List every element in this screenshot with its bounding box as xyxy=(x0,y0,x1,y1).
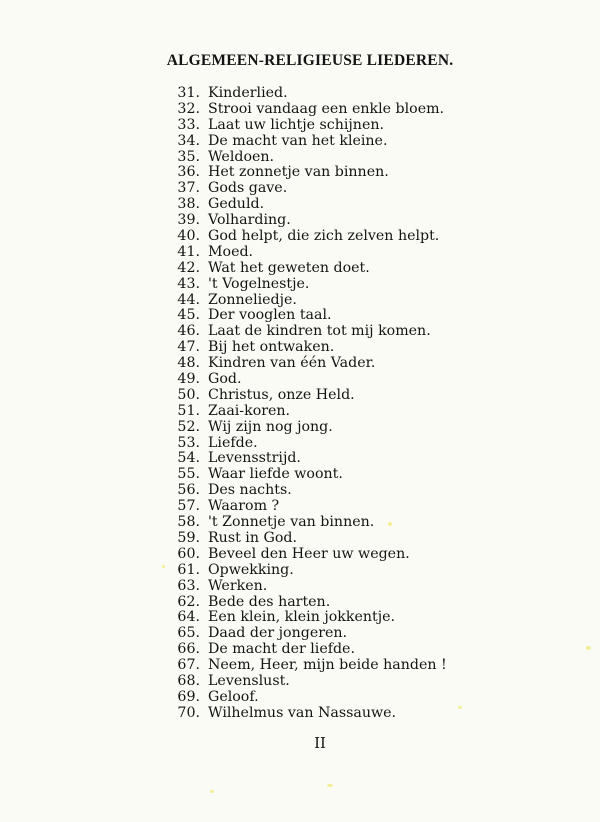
song-number: 39. xyxy=(177,212,200,229)
song-number: 54. xyxy=(177,450,200,467)
song-title: Laat de kindren tot mij komen. xyxy=(208,323,431,340)
song-number: 51. xyxy=(177,402,200,419)
song-number: 48. xyxy=(177,355,200,372)
song-number: 32. xyxy=(177,100,200,117)
song-number: 45. xyxy=(177,307,200,324)
paper-speck xyxy=(210,790,214,793)
song-title: Der vooglen taal. xyxy=(208,307,332,324)
list-item xyxy=(158,277,498,293)
list-item xyxy=(158,483,498,499)
song-title: De macht van het kleine. xyxy=(208,132,388,149)
list-item xyxy=(158,595,498,611)
song-title: Neem, Heer, mijn beide handen ! xyxy=(208,657,447,674)
song-title: Werken. xyxy=(208,577,268,594)
paper-speck xyxy=(388,522,392,526)
list-item xyxy=(158,531,498,547)
song-number: 46. xyxy=(177,323,200,340)
list-item xyxy=(158,404,498,420)
song-number: 61. xyxy=(177,561,200,578)
song-title: Daad der jongeren. xyxy=(208,625,348,642)
list-item xyxy=(158,102,498,118)
list-item xyxy=(158,610,498,626)
list-item xyxy=(158,308,498,324)
song-number: 55. xyxy=(177,466,200,483)
song-number: 44. xyxy=(177,291,200,308)
song-title: Laat uw lichtje schijnen. xyxy=(208,116,384,133)
song-title: Bede des harten. xyxy=(208,593,331,610)
song-title: Zonneliedje. xyxy=(208,291,297,308)
paper-speck xyxy=(586,646,591,650)
list-item xyxy=(158,388,498,404)
song-title: Geduld. xyxy=(208,196,265,213)
song-title: Het zonnetje van binnen. xyxy=(208,164,389,181)
song-title: God helpt, die zich zelven helpt. xyxy=(208,228,440,245)
list-item xyxy=(158,181,498,197)
song-number: 60. xyxy=(177,545,200,562)
list-item xyxy=(158,213,498,229)
list-item xyxy=(158,420,498,436)
paper-speck xyxy=(162,565,165,568)
song-title: 't Vogelnestje. xyxy=(208,275,310,292)
list-item xyxy=(158,340,498,356)
song-number: 56. xyxy=(177,482,200,499)
song-title: Des nachts. xyxy=(208,482,292,499)
song-number: 52. xyxy=(177,418,200,435)
song-number: 64. xyxy=(177,609,200,626)
song-title: Zaai-koren. xyxy=(208,402,291,419)
song-title: De macht der liefde. xyxy=(208,641,355,658)
song-number: 34. xyxy=(177,132,200,149)
song-number: 42. xyxy=(177,259,200,276)
song-number: 36. xyxy=(177,164,200,181)
list-item xyxy=(158,515,498,531)
song-title: Volharding. xyxy=(208,212,291,229)
list-item xyxy=(158,165,498,181)
song-title: Beveel den Heer uw wegen. xyxy=(208,545,410,562)
list-item xyxy=(158,436,498,452)
paper-speck xyxy=(458,706,462,709)
song-number: 58. xyxy=(177,514,200,531)
song-number: 63. xyxy=(177,577,200,594)
song-title: Liefde. xyxy=(208,434,258,451)
list-item xyxy=(158,86,498,102)
list-item xyxy=(158,293,498,309)
list-item xyxy=(158,118,498,134)
list-item xyxy=(158,261,498,277)
song-number: 59. xyxy=(177,529,200,546)
song-title: Gods gave. xyxy=(208,180,288,197)
song-number: 62. xyxy=(177,593,200,610)
song-title: Levenslust. xyxy=(208,672,290,689)
song-number: 70. xyxy=(177,704,200,721)
song-number: 33. xyxy=(177,116,200,133)
song-title: Bij het ontwaken. xyxy=(208,339,335,356)
song-title: Opwekking. xyxy=(208,561,294,578)
list-item xyxy=(158,658,498,674)
song-number: 67. xyxy=(177,657,200,674)
song-number: 68. xyxy=(177,672,200,689)
song-number: 35. xyxy=(177,148,200,165)
list-item xyxy=(158,626,498,642)
list-item xyxy=(158,356,498,372)
song-title: Levensstrijd. xyxy=(208,450,301,467)
song-number: 43. xyxy=(177,275,200,292)
song-number: 40. xyxy=(177,228,200,245)
list-item xyxy=(158,197,498,213)
page-number: II xyxy=(314,734,326,752)
list-item xyxy=(158,499,498,515)
song-title: Waarom ? xyxy=(208,498,280,515)
list-item xyxy=(158,134,498,150)
list-item xyxy=(158,674,498,690)
list-item xyxy=(158,451,498,467)
song-title: Wat het geweten doet. xyxy=(208,259,370,276)
list-item xyxy=(158,563,498,579)
list-item xyxy=(158,706,498,722)
song-title: Wilhelmus van Nassauwe. xyxy=(208,704,397,721)
song-list xyxy=(158,86,498,722)
song-number: 57. xyxy=(177,498,200,515)
song-number: 41. xyxy=(177,243,200,260)
list-item xyxy=(158,245,498,261)
page-heading: ALGEMEEN-RELIGIEUSE LIEDEREN. xyxy=(166,52,454,69)
list-item xyxy=(158,150,498,166)
song-title: Kinderlied. xyxy=(208,85,288,101)
song-number: 31. xyxy=(177,85,200,101)
list-item xyxy=(158,467,498,483)
song-title: Geloof. xyxy=(208,688,259,705)
list-item xyxy=(158,579,498,595)
song-number: 37. xyxy=(177,180,200,197)
song-title: Strooi vandaag een enkle bloem. xyxy=(208,100,445,117)
list-item xyxy=(158,324,498,340)
song-title: 't Zonnetje van binnen. xyxy=(208,514,375,531)
song-title: Kindren van één Vader. xyxy=(208,355,376,372)
song-number: 38. xyxy=(177,196,200,213)
song-number: 49. xyxy=(177,371,200,388)
song-number: 47. xyxy=(177,339,200,356)
song-number: 66. xyxy=(177,641,200,658)
song-title: Een klein, klein jokkentje. xyxy=(208,609,396,626)
song-title: Moed. xyxy=(208,243,254,260)
song-number: 53. xyxy=(177,434,200,451)
song-number: 69. xyxy=(177,688,200,705)
list-item xyxy=(158,547,498,563)
song-title: Waar liefde woont. xyxy=(208,466,343,483)
song-number: 50. xyxy=(177,386,200,403)
list-item xyxy=(158,642,498,658)
song-title: Christus, onze Held. xyxy=(208,386,355,403)
list-item xyxy=(158,229,498,245)
song-title: Wij zijn nog jong. xyxy=(208,418,333,435)
song-number: 65. xyxy=(177,625,200,642)
song-title: Rust in God. xyxy=(208,529,297,546)
list-item xyxy=(158,372,498,388)
song-title: God. xyxy=(208,371,242,388)
list-item xyxy=(158,690,498,706)
song-title: Weldoen. xyxy=(208,148,275,165)
paper-speck xyxy=(327,784,333,787)
